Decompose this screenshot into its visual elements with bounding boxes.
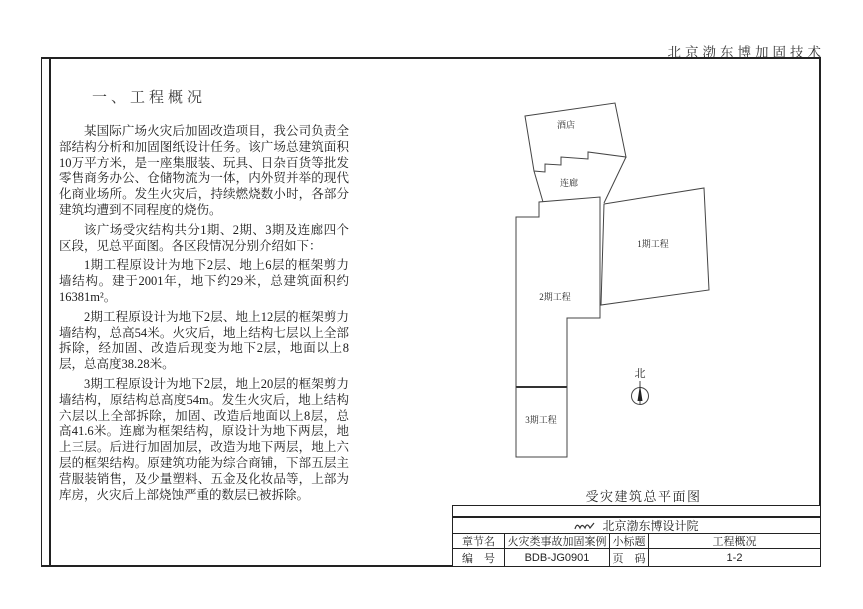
hotel-outline: [525, 103, 626, 172]
phase1-label: 1期工程: [637, 239, 669, 249]
design-institute-header: [453, 518, 820, 534]
north-label: 北: [634, 368, 646, 380]
design-institute-name: 北京渤东博设计院: [602, 519, 699, 533]
paragraph-phase2: 2期工程原设计为地下2层、地上12层的框架剪力墙结构，总高54米。火灾后，地上结构七层以上全部拆除，经加固、改造后现变为地下2层，地面以上8层，总高度38.28米。: [59, 309, 349, 372]
plan-caption: 受灾建筑总平面图: [585, 489, 702, 504]
hotel-label: 酒店: [556, 120, 576, 130]
paragraph-phase3: 3期工程原设计为地下2层，地上20层的框架剪力墙结构，原结构总高度54m。发生火灾后，地上结构六层以上全部拆除，加固、改造后地面以上8层，总高41.6米。连廊为框架结构，原设计为地下两层，地上三层。后进行加固加层，改造为地下两层，地上六层的框架结构。原建筑功能为综合商铺，下部五层主营服装销售，及少量塑料、五金及化妆品等，上部为库房，火灾后上部烧蚀严重的数层已被拆除。: [59, 376, 349, 502]
subtitle-label: 小标题: [609, 534, 648, 549]
corridor-left-line: [534, 171, 543, 202]
corridor-right-line: [604, 157, 626, 203]
body-text-column: [59, 124, 349, 507]
chapter-label: 章节名: [453, 534, 504, 549]
number-label: 编 号: [462, 552, 495, 565]
number-value: BDB-JG0901: [504, 549, 609, 566]
page-value: 1-2: [648, 549, 820, 566]
phase3-label: 3期工程: [525, 415, 557, 425]
corridor-label: 连廊: [559, 178, 579, 188]
paragraph-overview: 某国际广场火灾后加固改造项目，我公司负责全部结构分析和加固图纸设计任务。该广场总建筑面积10万平方米，是一座集服装、玩具、日杂百货等批发零售商务办公、仓储物流为一体，内外贸并举的现代化商业场所。发生火灾后，持续燃烧数小时，各部分建筑均遭到不同程度的烧伤。: [59, 124, 349, 217]
company-logo-icon: [574, 520, 596, 532]
site-plan-diagram: [488, 95, 788, 480]
subtitle-value: 工程概况: [648, 534, 820, 549]
paragraph-phase1: 1期工程原设计为地下2层、地上6层的框架剪力墙结构。建于2001年，地下约29米，总建筑面积约16381m²。: [59, 258, 349, 304]
title-block-grid: [453, 534, 820, 566]
phase2-label: 2期工程: [539, 292, 571, 302]
binding-line: [49, 57, 51, 567]
chapter-value: 火灾类事故加固案例: [504, 534, 609, 549]
section-title: 一、工程概况: [92, 90, 207, 106]
paragraph-zones-intro: 该广场受灾结构共分1期、2期、3期及连廊四个区段，见总平面图。各区段情况分别介绍如下：: [59, 222, 349, 253]
doc-header-text: 北京渤东博加固技术: [667, 45, 825, 60]
page-label: 页 码: [609, 549, 648, 566]
title-block-table: [452, 505, 821, 567]
